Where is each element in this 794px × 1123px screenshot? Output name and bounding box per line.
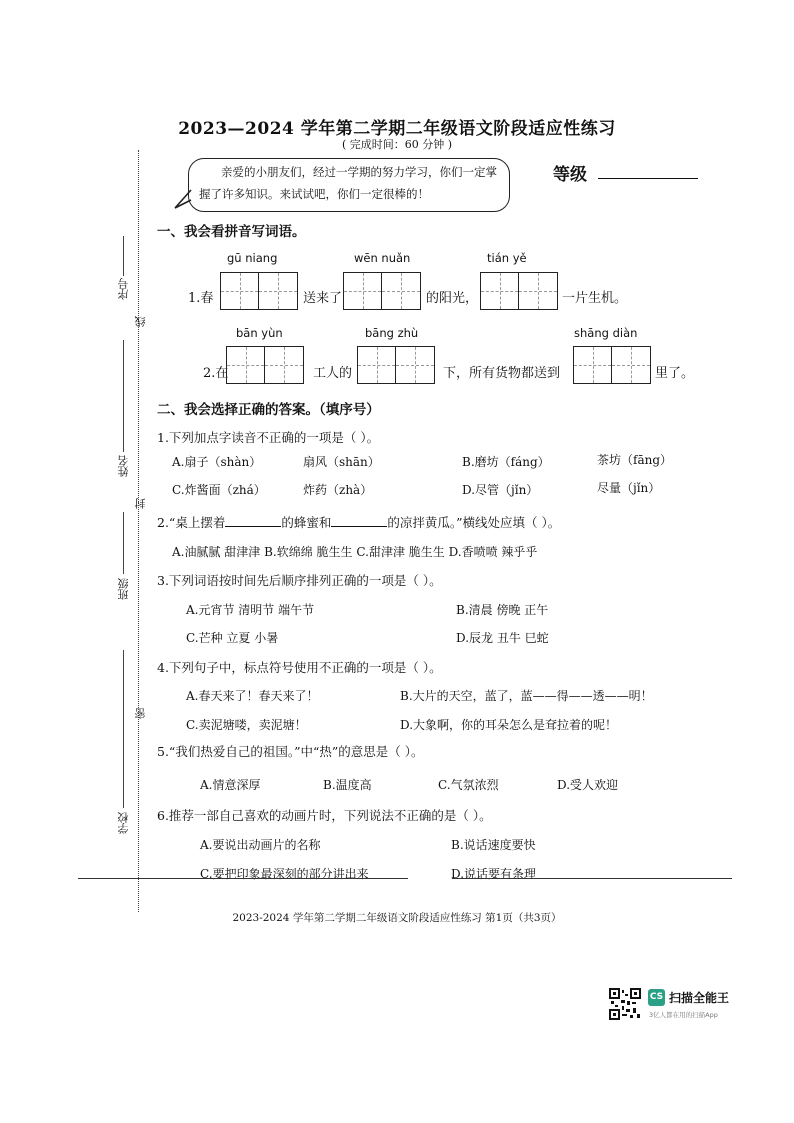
question-6-option-c[interactable]: C.要把印象最深刻的部分讲出来 <box>200 867 369 881</box>
section-one-heading: 一、我会看拼音写词语。 <box>157 224 306 240</box>
question-5-option-c[interactable]: C.气氛浓烈 <box>438 778 499 792</box>
row1-number: 1.春 <box>188 291 214 306</box>
pinyin-shangdian: shāng diàn <box>574 326 638 340</box>
pinyin-bangzhu: bāng zhù <box>365 326 419 340</box>
question-6-stem: 6.推荐一部自己喜欢的动画片时，下列说法不正确的是（ ）。 <box>157 808 492 823</box>
question-1-option-b[interactable]: B.磨坊（fáng） <box>462 455 550 469</box>
writing-grid-tianye[interactable] <box>480 272 558 310</box>
binding-seal-char: 封 <box>134 498 147 509</box>
question-2-stem <box>157 513 560 531</box>
question-3-option-d[interactable]: D.辰龙 丑牛 巳蛇 <box>456 631 549 645</box>
row2-text-3: 里了。 <box>655 366 695 381</box>
grade-field[interactable] <box>598 178 698 179</box>
greeting-bubble <box>188 158 510 212</box>
seat-number-label: 序号 <box>117 278 130 300</box>
row1-text-1: 送来了 <box>303 291 343 306</box>
question-1-stem: 1.下列加点字读音不正确的一项是（ ）。 <box>157 430 380 445</box>
seat-number-blank <box>123 236 124 276</box>
student-name-label: 姓名 <box>117 455 130 477</box>
question-1-option-a2: 扇风（shān） <box>303 455 380 469</box>
camscanner-name: 扫描全能王 <box>669 991 730 1005</box>
question-2-options[interactable]: A.油腻腻 甜津津 B.软绵绵 脆生生 C.甜津津 脆生生 D.香喷喷 辣乎乎 <box>172 545 538 559</box>
exam-subtitle: ( 完成时间：60 分钟 ) <box>341 138 453 151</box>
exam-title: 2023—2024 学年第二学期二年级语文阶段适应性练习 <box>178 119 616 139</box>
question-6-option-b[interactable]: B.说话速度要快 <box>451 838 536 852</box>
question-2-blank-2[interactable] <box>331 526 387 527</box>
class-blank <box>123 512 124 574</box>
section-two-heading: 二、我会选择正确的答案。（填序号） <box>157 402 380 418</box>
question-1-option-a[interactable]: A.扇子（shàn） <box>172 455 262 469</box>
writing-grid-wennuan[interactable] <box>343 272 421 310</box>
question-2-stem-part-b: 的蜂蜜和 <box>281 515 332 530</box>
question-1-option-d2: 尽量（jǐn） <box>597 481 661 495</box>
question-3-option-c[interactable]: C.芒种 立夏 小暑 <box>186 631 279 645</box>
question-6-option-a[interactable]: A.要说出动画片的名称 <box>200 838 321 852</box>
school-blank <box>123 650 124 808</box>
camscanner-logo: CS <box>648 989 665 1006</box>
question-2-blank-1[interactable] <box>225 526 281 527</box>
qr-code-icon <box>609 988 641 1020</box>
scan-line-left <box>78 878 408 879</box>
row1-text-2: 的阳光， <box>426 291 479 306</box>
row2-number: 2.在 <box>203 366 229 381</box>
pinyin-banyun: bān yùn <box>236 326 283 340</box>
writing-grid-banyun[interactable] <box>226 346 304 384</box>
question-1-option-c[interactable]: C.炸酱面（zhá） <box>172 483 266 497</box>
question-4-stem: 4.下列句子中，标点符号使用不正确的一项是（ ）。 <box>157 660 442 675</box>
pinyin-guniang: gū niang <box>227 251 278 265</box>
scan-line-right <box>452 878 732 879</box>
writing-grid-shangdian[interactable] <box>573 346 651 384</box>
class-label: 班级 <box>117 578 130 600</box>
binding-dotted-line <box>138 150 139 912</box>
row2-text-1: 工人的 <box>313 366 353 381</box>
question-1-option-c2: 炸药（zhà） <box>303 483 373 497</box>
question-4-option-a[interactable]: A.春天来了！春天来了！ <box>186 689 319 703</box>
pinyin-wennuan: wēn nuǎn <box>354 251 411 265</box>
question-6-option-d[interactable]: D.说话要有条理 <box>451 867 537 881</box>
question-4-option-c[interactable]: C.卖泥塘喽，卖泥塘！ <box>186 718 307 732</box>
question-3-option-b[interactable]: B.清晨 傍晚 正午 <box>456 603 549 617</box>
question-5-option-b[interactable]: B.温度高 <box>323 778 372 792</box>
writing-grid-guniang[interactable] <box>220 272 298 310</box>
question-4-option-b[interactable]: B.大片的天空，蓝了，蓝——得——透——明！ <box>400 689 653 703</box>
question-3-stem: 3.下列词语按时间先后顺序排列正确的一项是（ ）。 <box>157 573 442 588</box>
row2-text-2: 下，所有货物都送到 <box>443 366 561 381</box>
question-3-option-a[interactable]: A.元宵节 清明节 端午节 <box>186 603 315 617</box>
binding-line-char: 线 <box>134 316 147 327</box>
school-label: 学校 <box>117 812 130 834</box>
grade-label: 等级 <box>553 165 587 185</box>
row1-text-3: 一片生机。 <box>562 291 628 306</box>
greeting-text: 亲爱的小朋友们，经过一学期的努力学习，你们一定掌握了许多知识。来试试吧，你们一定很棒的！ <box>199 165 497 201</box>
writing-grid-bangzhu[interactable] <box>357 346 435 384</box>
student-name-blank <box>123 340 124 452</box>
page-footer: 2023-2024 学年第二学期二年级语文阶段适应性练习 第1页（共3页） <box>232 912 562 924</box>
question-2-stem-part-a: 2.“桌上摆着 <box>157 515 226 530</box>
question-2-stem-part-c: 的凉拌黄瓜。”横线处应填（ ）。 <box>387 515 561 530</box>
question-1-option-d[interactable]: D.尽管（jǐn） <box>462 483 539 497</box>
question-1-option-b2: 茶坊（fāng） <box>597 453 673 467</box>
pinyin-tianye: tián yě <box>487 251 527 265</box>
question-5-option-d[interactable]: D.受人欢迎 <box>557 778 619 792</box>
camscanner-tagline: 3亿人都在用的扫描App <box>649 1011 718 1019</box>
binding-secret-char: 密 <box>134 708 147 719</box>
question-4-option-d[interactable]: D.大象啊，你的耳朵怎么是耷拉着的呢！ <box>400 718 618 732</box>
question-5-stem: 5.“我们热爱自己的祖国。”中“热”的意思是（ ）。 <box>157 744 424 759</box>
question-5-option-a[interactable]: A.情意深厚 <box>200 778 261 792</box>
